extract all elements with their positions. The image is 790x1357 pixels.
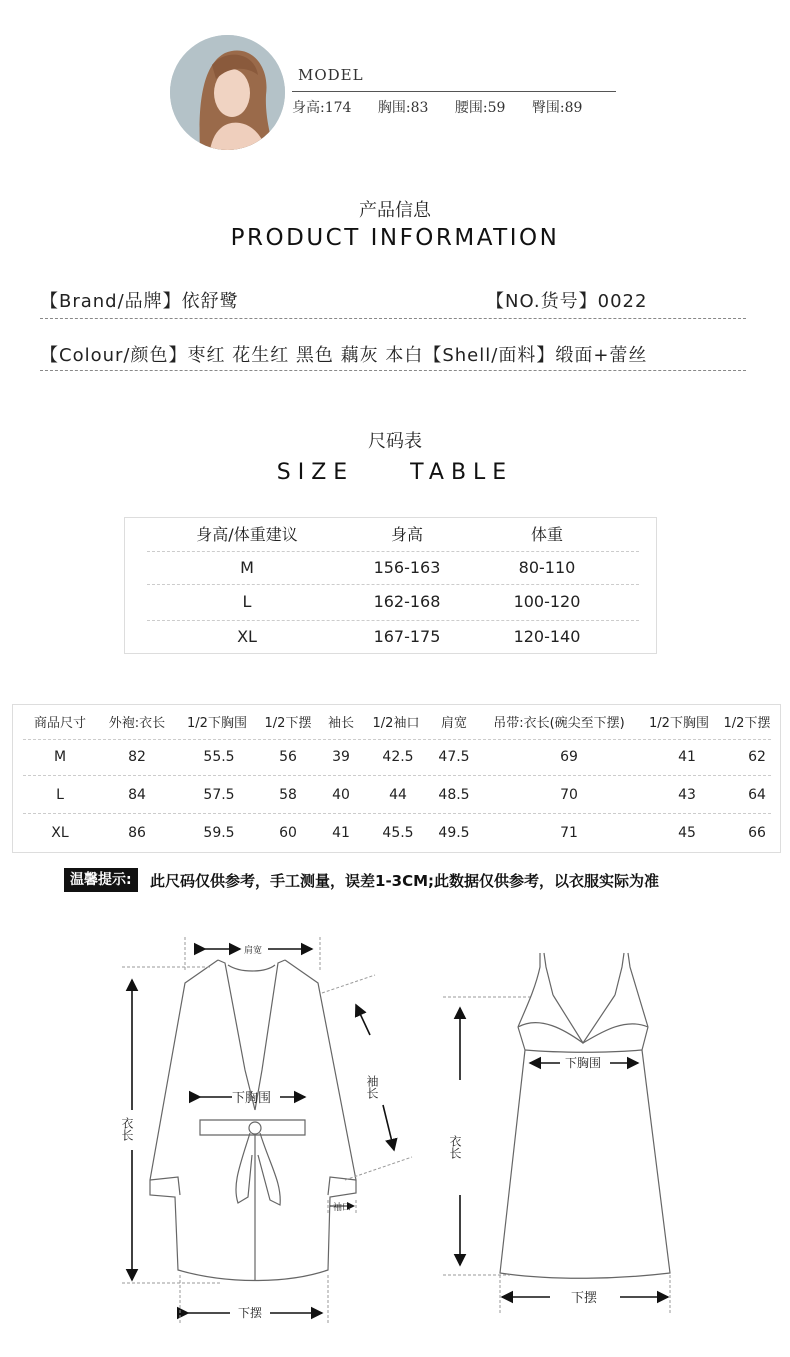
table-row	[147, 551, 639, 585]
table-cell: 70	[560, 787, 578, 803]
table-header-row	[147, 518, 639, 552]
table-cell: 57.5	[203, 787, 235, 803]
table-cell: 41	[332, 825, 350, 841]
garment-size-table	[12, 704, 781, 853]
table-header-cell: 商品尺寸	[33, 716, 86, 731]
table-cell: 69	[560, 749, 578, 765]
robe-diagram	[150, 960, 356, 1281]
table-cell: 56	[279, 749, 297, 765]
table-header-cell: 袖长	[327, 716, 354, 731]
table-header-cell: 身高	[390, 525, 423, 544]
table-row	[147, 620, 639, 653]
model-hip: 臀围:89	[531, 100, 583, 116]
table-cell: 48.5	[438, 787, 470, 803]
label-sleeve: 袖长	[365, 1075, 379, 1099]
model-height: 身高:174	[292, 100, 352, 116]
table-cell: L	[242, 592, 252, 611]
table-cell: 66	[748, 825, 766, 841]
brand-info: 【Brand/品牌】依舒鹭	[40, 291, 239, 312]
label-shoulder: 肩宽	[244, 946, 263, 956]
table-cell: 162-168	[373, 592, 441, 611]
tip-badge: 温馨提示:	[64, 868, 138, 892]
table-cell: 39	[332, 749, 350, 765]
label-robe-hem: 下摆	[238, 1306, 263, 1320]
table-cell: 44	[389, 787, 407, 803]
table-cell: 84	[128, 787, 146, 803]
label-slip-length: 衣长	[448, 1135, 462, 1159]
table-header-cell: 肩宽	[440, 716, 467, 731]
table-cell: 47.5	[438, 749, 470, 765]
table-cell: 167-175	[373, 627, 441, 646]
table-cell: 71	[560, 825, 578, 841]
table-cell: 80-110	[518, 558, 576, 577]
table-cell: 100-120	[513, 592, 581, 611]
table-cell: 120-140	[513, 627, 581, 646]
table-cell: 42.5	[382, 749, 414, 765]
table-header-cell: 1/2下胸围	[649, 716, 709, 731]
table-cell: 55.5	[203, 749, 235, 765]
table-header-row	[23, 709, 771, 740]
model-bust: 胸围:83	[377, 100, 429, 116]
table-header-cell: 吊带:衣长(碗尖至下摆)	[493, 716, 625, 731]
label-cuff: 袖口	[333, 1203, 352, 1213]
table-header-cell: 身高/体重建议	[196, 525, 298, 544]
table-cell: 45	[678, 825, 696, 841]
divider	[40, 370, 746, 371]
table-cell: 41	[678, 749, 696, 765]
table-header-cell: 外袍:衣长	[108, 716, 166, 731]
table-cell: XL	[51, 825, 69, 841]
table-row	[23, 739, 771, 776]
table-cell: 45.5	[382, 825, 414, 841]
label-robe-length: 衣长	[120, 1117, 134, 1141]
model-divider	[292, 91, 616, 92]
table-header-cell: 1/2下摆	[264, 716, 312, 731]
label-slip-hem: 下摆	[571, 1291, 598, 1306]
label-robe-bust: 下胸围	[232, 1091, 272, 1106]
table-header-cell: 1/2下摆	[723, 716, 771, 731]
table-cell: 156-163	[373, 558, 441, 577]
colour-shell-info: 【Colour/颜色】枣红 花生红 黑色 藕灰 本白【Shell/面料】缎面+蕾丝	[40, 345, 648, 366]
table-cell: 58	[279, 787, 297, 803]
model-stats	[292, 97, 602, 117]
product-title-cn: 产品信息	[359, 200, 431, 221]
label-slip-bust: 下胸围	[565, 1056, 602, 1070]
table-header-cell: 体重	[530, 525, 563, 544]
table-cell: XL	[237, 627, 257, 646]
product-title-en: PRODUCT INFORMATION	[230, 225, 560, 251]
table-cell: M	[53, 749, 67, 765]
table-cell: 59.5	[203, 825, 235, 841]
table-cell: 49.5	[438, 825, 470, 841]
size-title-en: SIZE TABLE	[276, 460, 514, 485]
table-cell: 64	[748, 787, 766, 803]
table-cell: 86	[128, 825, 146, 841]
table-cell: 43	[678, 787, 696, 803]
divider	[40, 318, 746, 319]
table-cell: 82	[128, 749, 146, 765]
slip-diagram	[500, 953, 670, 1278]
table-row	[147, 584, 639, 621]
size-title-cn: 尺码表	[368, 431, 422, 452]
product-number: 【NO.货号】0022	[486, 291, 648, 312]
table-header-cell: 1/2袖口	[372, 716, 420, 731]
table-row	[23, 815, 771, 851]
size-recommendation-table	[124, 517, 657, 654]
table-header-cell: 1/2下胸围	[187, 716, 247, 731]
tip-text: 此尺码仅供参考，手工测量，误差1-3CM;此数据仅供参考，以衣服实际为准	[150, 872, 660, 890]
model-label: MODEL	[298, 66, 364, 84]
table-row	[23, 777, 771, 814]
table-cell: M	[240, 558, 254, 577]
model-avatar	[170, 35, 285, 150]
table-cell: 62	[748, 749, 766, 765]
table-cell: L	[56, 787, 64, 803]
model-waist: 腰围:59	[454, 100, 506, 116]
table-cell: 40	[332, 787, 350, 803]
measurement-diagram	[0, 925, 790, 1345]
table-cell: 60	[279, 825, 297, 841]
